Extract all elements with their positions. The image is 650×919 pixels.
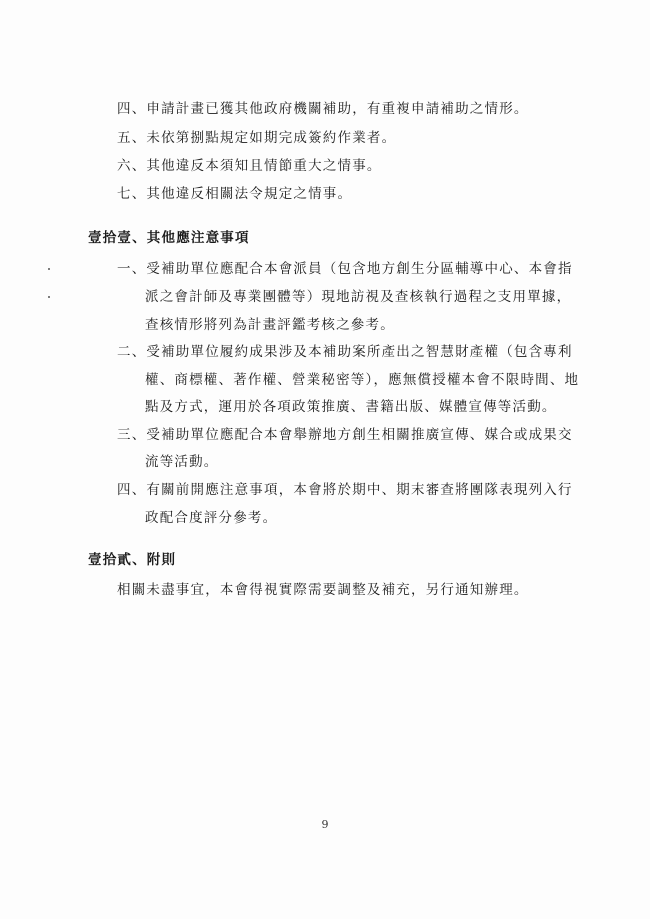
note-item-1-line-1: 一、受補助單位應配合本會派員（包含地方創生分區輔導中心、本會指: [117, 261, 573, 277]
clause-item-5: 五、未依第捌點規定如期完成簽約作業者。: [117, 130, 397, 146]
note-item-4-line-2: 政配合度評分參考。: [145, 510, 278, 526]
note-item-3-line-1: 三、受補助單位應配合本會舉辦地方創生相關推廣宣傳、媒合或成果交: [117, 427, 573, 443]
note-item-2-line-1: 二、受補助單位履約成果涉及本補助案所產出之智慧財產權（包含專利: [117, 344, 573, 360]
section-heading-11: 壹拾壹、其他應注意事項: [88, 230, 250, 246]
note-item-2-line-3: 點及方式，運用於各項政策推廣、書籍出版、媒體宣傳等活動。: [145, 399, 557, 415]
note-item-1-line-3: 查核情形將列為計畫評鑑考核之參考。: [145, 317, 395, 333]
scan-speck: [48, 268, 50, 270]
note-item-3-line-2: 流等活動。: [145, 454, 219, 470]
scan-speck: [48, 296, 50, 298]
section-heading-12: 壹拾貳、附則: [88, 552, 177, 568]
clause-item-6: 六、其他違反本須知且情節重大之情事。: [117, 158, 382, 174]
note-item-4-line-1: 四、有關前開應注意事項，本會將於期中、期末審查將團隊表現列入行: [117, 482, 573, 498]
appendix-body: 相關未盡事宜，本會得視實際需要調整及補充，另行通知辦理。: [117, 582, 529, 598]
page-number: 9: [321, 818, 329, 831]
clause-item-4: 四、申請計畫已獲其他政府機關補助，有重複申請補助之情形。: [117, 101, 529, 117]
clause-item-7: 七、其他違反相關法令規定之情事。: [117, 186, 353, 202]
note-item-2-line-2: 權、商標權、著作權、營業秘密等），應無償授權本會不限時間、地: [145, 372, 580, 388]
note-item-1-line-2: 派之會計師及專業團體等）現地訪視及查核執行過程之支用單據，: [145, 289, 572, 305]
